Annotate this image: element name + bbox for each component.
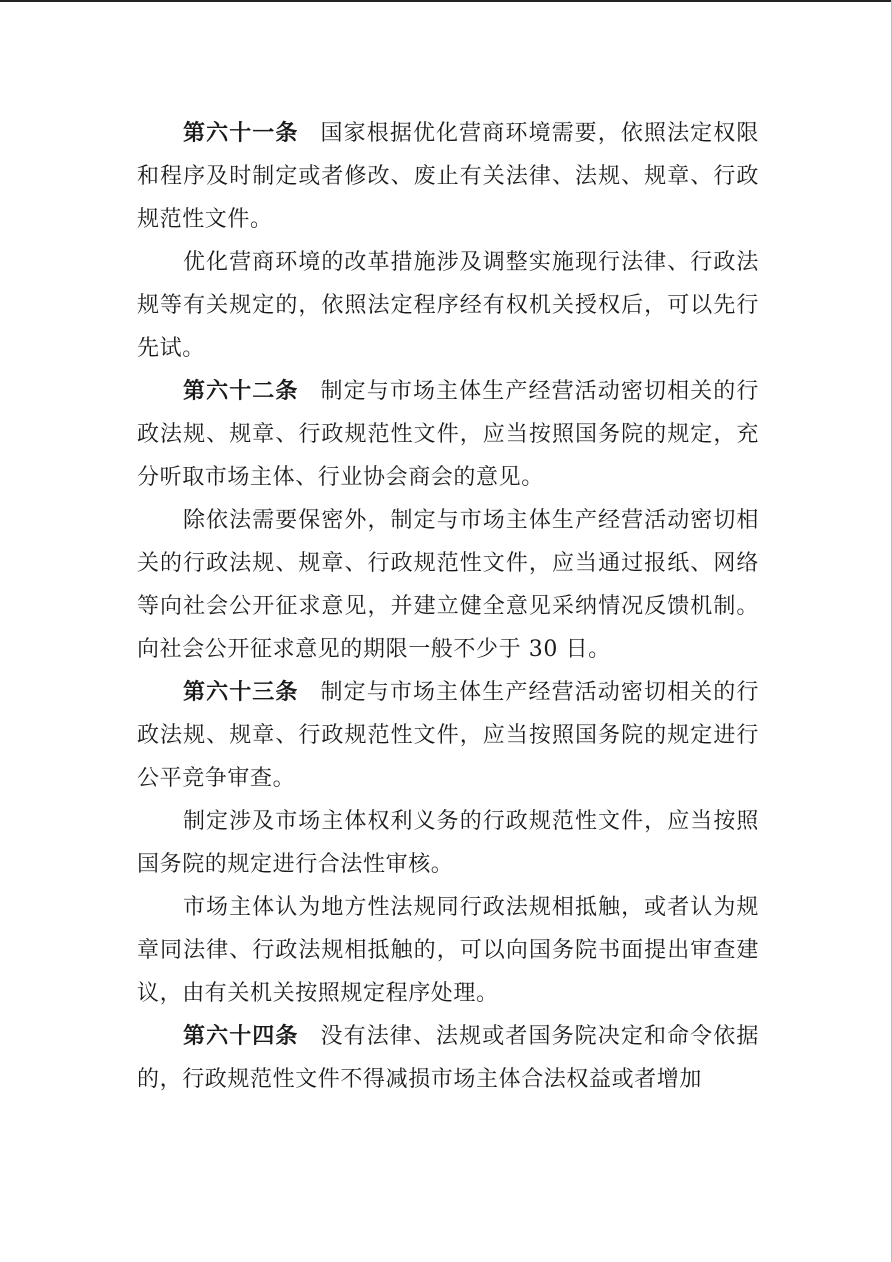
paragraph-text: 制定与市场主体生产经营活动密切相关的行政法规、规章、行政规范性文件，应当按照国务院的规定进行公平竞争审查。 (137, 680, 759, 791)
paragraph-article-61-clause-2 (137, 241, 759, 370)
paragraph-text: 优化营商环境的改革措施涉及调整实施现行法律、行政法规等有关规定的，依照法定程序经有权机关授权后，可以先行先试。 (137, 250, 759, 361)
paragraph-article-63-clause-3 (137, 886, 759, 1015)
article-label: 第六十三条 (183, 679, 299, 705)
article-label: 第六十四条 (183, 1023, 299, 1049)
paragraph-article-61 (137, 112, 759, 241)
paragraph-article-62-clause-2 (137, 499, 759, 671)
paragraph-text: 国家根据优化营商环境需要，依照法定权限和程序及时制定或者修改、废止有关法律、法规、规章、行政规范性文件。 (137, 121, 759, 232)
paragraph-text: 除依法需要保密外，制定与市场主体生产经营活动密切相关的行政法规、规章、行政规范性文件，应当通过报纸、网络等向社会公开征求意见，并建立健全意见采纳情况反馈机制。向社会公开征求意见的期限一般不少于 30 日。 (137, 508, 759, 662)
article-label: 第六十二条 (183, 378, 299, 404)
paragraph-article-63 (137, 671, 759, 800)
paragraph-article-64 (137, 1015, 759, 1101)
paragraph-text: 没有法律、法规或者国务院决定和命令依据的，行政规范性文件不得减损市场主体合法权益或者增加 (137, 1024, 759, 1092)
article-label: 第六十一条 (183, 120, 299, 146)
paragraph-text: 市场主体认为地方性法规同行政法规相抵触，或者认为规章同法律、行政法规相抵触的，可以向国务院书面提出审查建议，由有关机关按照规定程序处理。 (137, 895, 759, 1006)
page-top-border (0, 0, 892, 2)
document-body (137, 112, 759, 1101)
paragraph-article-62 (137, 370, 759, 499)
paragraph-article-63-clause-2 (137, 800, 759, 886)
paragraph-text: 制定涉及市场主体权利义务的行政规范性文件，应当按照国务院的规定进行合法性审核。 (137, 809, 759, 877)
paragraph-text: 制定与市场主体生产经营活动密切相关的行政法规、规章、行政规范性文件，应当按照国务院的规定，充分听取市场主体、行业协会商会的意见。 (137, 379, 759, 490)
